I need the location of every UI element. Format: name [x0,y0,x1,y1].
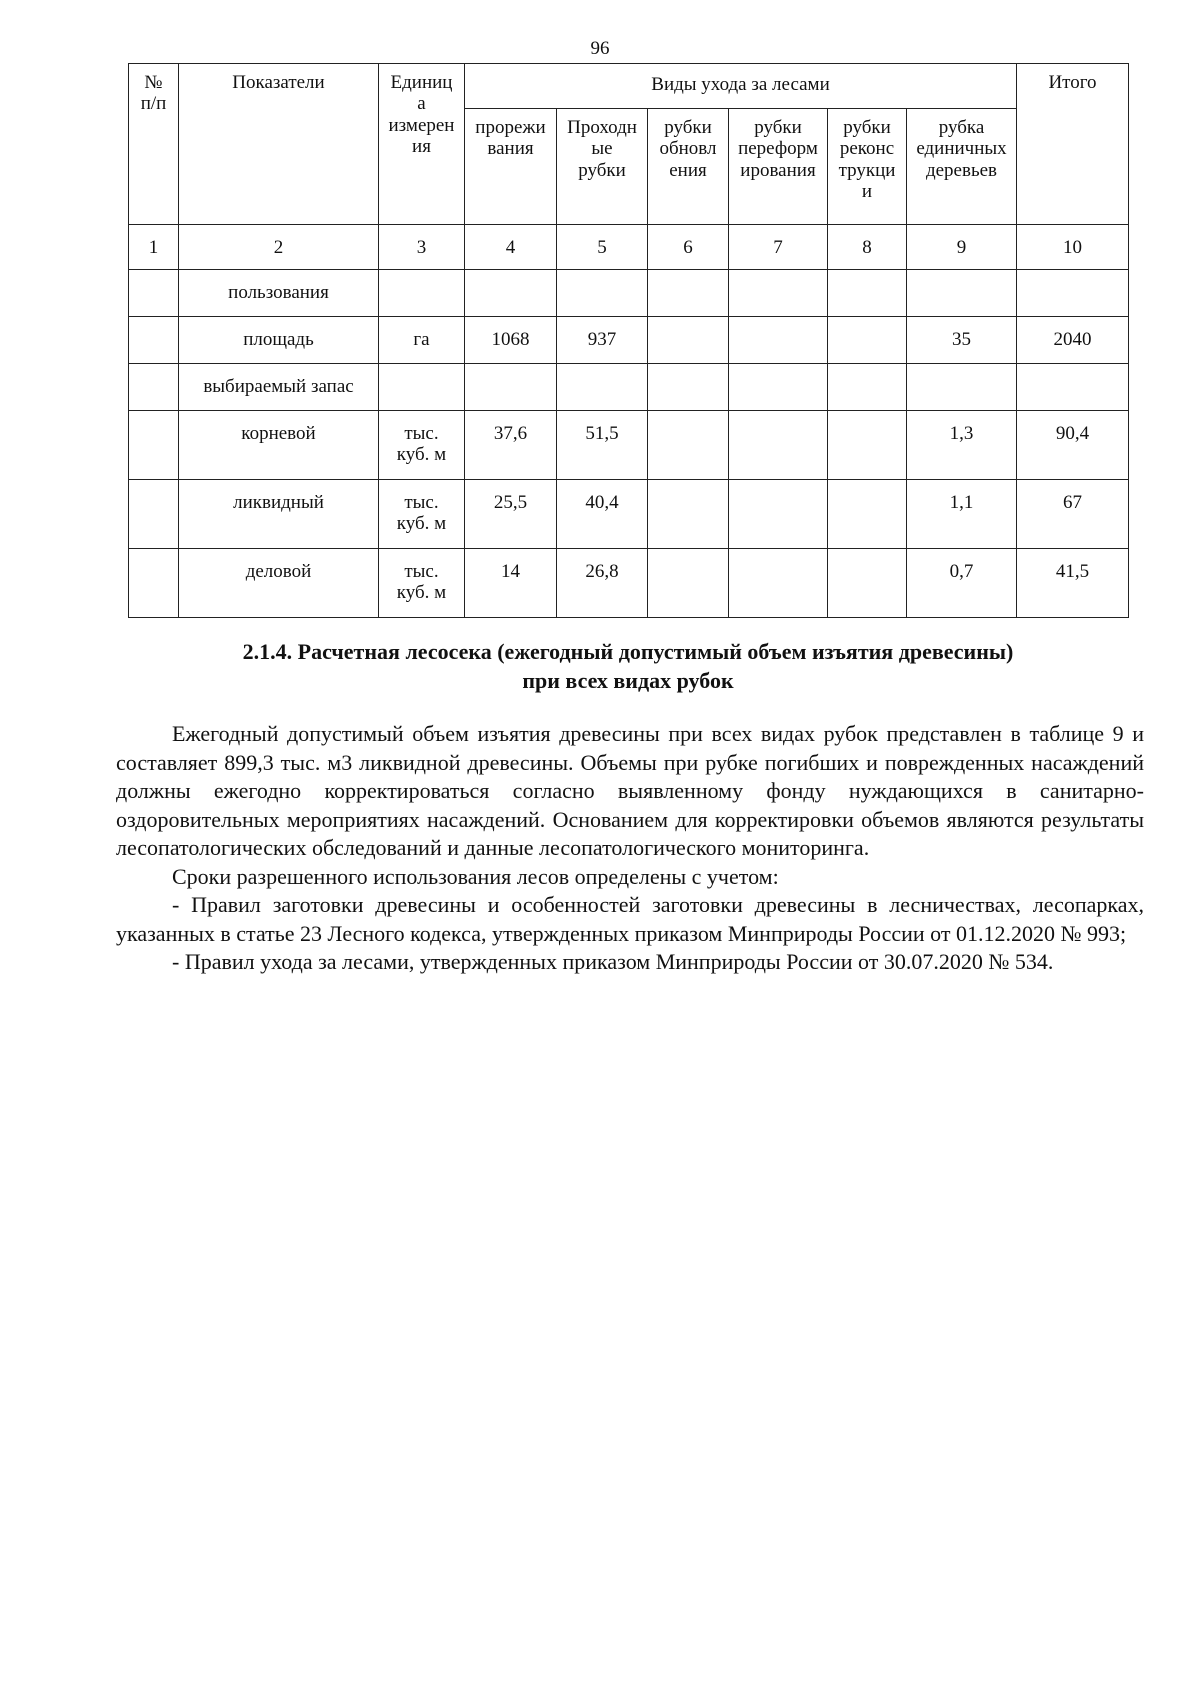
cell-indicator: пользования [179,270,379,317]
column-number: 6 [648,225,729,270]
cell-single-tree-cutting: 35 [907,317,1017,364]
cell-indicator: выбираемый запас [179,364,379,411]
cell-thinning: 37,6 [465,411,557,480]
column-number: 2 [179,225,379,270]
column-number: 8 [828,225,907,270]
cell-thinning [465,364,557,411]
cell-total: 41,5 [1017,549,1129,618]
cell-passage-cutting [557,364,648,411]
column-number: 10 [1017,225,1129,270]
cell-number [129,411,179,480]
header-passage-cutting: Проходн ые рубки [557,109,648,225]
section-heading-line: при всех видах рубок [522,667,734,693]
cell-reconstruction-cutting [828,364,907,411]
paragraph: - Правил ухода за лесами, утвержденных приказом Минприроды России от 30.07.2020 № 534. [172,949,1054,974]
table-row [129,411,1129,480]
cell-reconstruction-cutting [828,270,907,317]
table-row [129,317,1129,364]
cell-unit: га [379,317,465,364]
cell-renewal-cutting [648,549,729,618]
cell-indicator: площадь [179,317,379,364]
cell-indicator: деловой [179,549,379,618]
cell-single-tree-cutting: 0,7 [907,549,1017,618]
cell-renewal-cutting [648,364,729,411]
header-renewal-cutting: рубки обновл ения [648,109,729,225]
cell-thinning: 25,5 [465,480,557,549]
cell-number [129,480,179,549]
cell-indicator: корневой [179,411,379,480]
cell-reformation-cutting [729,480,828,549]
cell-reformation-cutting [729,364,828,411]
section-body [116,720,1144,977]
cell-single-tree-cutting: 1,3 [907,411,1017,480]
header-reformation-cutting: рубки переформ ирования [729,109,828,225]
cell-reformation-cutting [729,270,828,317]
section-heading [120,638,1136,695]
cell-reconstruction-cutting [828,411,907,480]
cell-total [1017,364,1129,411]
cell-renewal-cutting [648,480,729,549]
forest-care-table [128,63,1129,618]
cell-renewal-cutting [648,317,729,364]
cell-total [1017,270,1129,317]
cell-passage-cutting: 51,5 [557,411,648,480]
column-number: 5 [557,225,648,270]
table-row [129,270,1129,317]
cell-unit: тыс. куб. м [379,480,465,549]
page-number: 96 [590,38,610,59]
header-number: № п/п [129,64,179,225]
cell-renewal-cutting [648,270,729,317]
header-single-tree-cutting: рубка единичных деревьев [907,109,1017,225]
cell-unit [379,270,465,317]
cell-unit: тыс. куб. м [379,549,465,618]
cell-thinning [465,270,557,317]
table-row [129,364,1129,411]
cell-number [129,270,179,317]
cell-reconstruction-cutting [828,317,907,364]
cell-total: 67 [1017,480,1129,549]
cell-passage-cutting: 937 [557,317,648,364]
paragraph: - Правил заготовки древесины и особенностей заготовки древесины в лесничествах, лесопарках, указанных в статье 23 Лесного кодекса, утвержденных приказом Минприроды России от 01.12.2020 № 993; [116,892,1144,946]
column-number: 4 [465,225,557,270]
table-row [129,549,1129,618]
table-row [129,480,1129,549]
cell-thinning: 14 [465,549,557,618]
cell-renewal-cutting [648,411,729,480]
cell-single-tree-cutting: 1,1 [907,480,1017,549]
cell-unit [379,364,465,411]
cell-reconstruction-cutting [828,480,907,549]
cell-reformation-cutting [729,549,828,618]
cell-reconstruction-cutting [828,549,907,618]
column-number: 9 [907,225,1017,270]
column-number: 1 [129,225,179,270]
header-care-types: Виды ухода за лесами [465,64,1017,109]
cell-indicator: ликвидный [179,480,379,549]
cell-passage-cutting: 26,8 [557,549,648,618]
cell-number [129,549,179,618]
header-thinning: прорежи вания [465,109,557,225]
paragraph: Сроки разрешенного использования лесов определены с учетом: [172,863,779,889]
cell-reformation-cutting [729,411,828,480]
cell-number [129,317,179,364]
cell-single-tree-cutting [907,270,1017,317]
cell-passage-cutting [557,270,648,317]
cell-number [129,364,179,411]
header-unit: Единиц а измерен ия [379,64,465,225]
column-number-row [129,225,1129,270]
column-number: 3 [379,225,465,270]
section-heading-line: 2.1.4. Расчетная лесосека (ежегодный допустимый объем изъятия древесины) [242,639,1014,664]
cell-reformation-cutting [729,317,828,364]
cell-total: 90,4 [1017,411,1129,480]
header-total: Итого [1017,64,1129,225]
cell-total: 2040 [1017,317,1129,364]
column-number: 7 [729,225,828,270]
cell-single-tree-cutting [907,364,1017,411]
header-reconstruction-cutting: рубки реконс трукци и [828,109,907,225]
cell-unit: тыс. куб. м [379,411,465,480]
header-indicator: Показатели [179,64,379,225]
cell-thinning: 1068 [465,317,557,364]
paragraph: Ежегодный допустимый объем изъятия древесины при всех видах рубок представлен в таблице 9 и составляет 899,3 тыс. м3 ликвидной древесины. Объемы при рубке погибших и поврежденных насаждений должны ежегодно корректироваться согласно выявленному фонду нуждающихся в санитарно-оздоровительных мероприятиях насаждений. Основанием для корректировки объемов являются результаты лесопатологических обследований и данные лесопатологического мониторинга. [116,721,1144,860]
cell-passage-cutting: 40,4 [557,480,648,549]
